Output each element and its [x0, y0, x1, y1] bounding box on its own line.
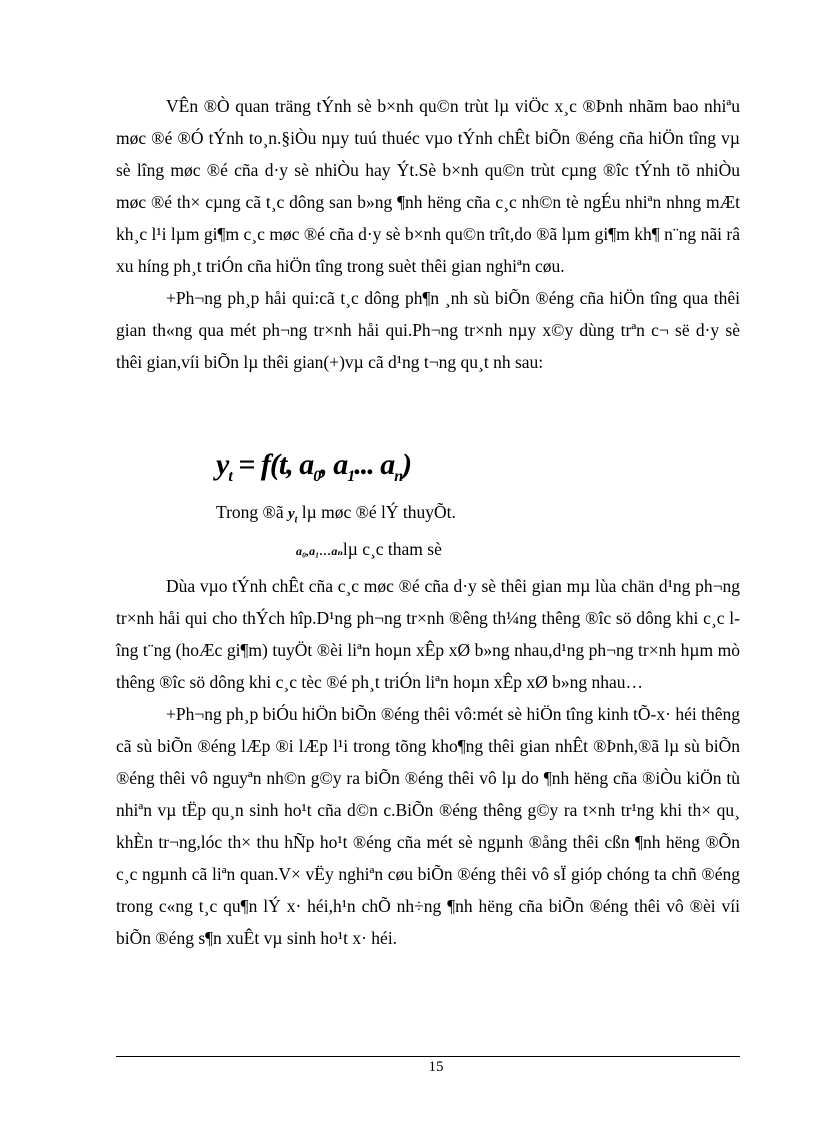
formula-explanation-yt: [216, 500, 456, 533]
params-suffix: lµ c¸c tham sè: [342, 539, 442, 559]
trong-symbol-sub: t: [294, 514, 298, 526]
paragraph-regression-method: +Ph¬ng ph¸p håi qui:cã t¸c dông ph¶n ¸nh sù biÕn ®éng cña hiÖn tîng qua thêi gian th«ng qua mét ph¬ng tr×nh håi qui.Ph¬ng tr×nh nµy x©y dùng trªn c¬ së d·y sè thêi gian,víi biÕn lµ thêi gian(+)vµ cã d¹ng t¬ng qu¸t nh sau:: [116, 288, 740, 372]
formula-explanation-params: [296, 537, 442, 563]
regression-formula: [216, 448, 411, 486]
formula-mid2: ... a: [354, 448, 395, 481]
paragraph-seasonal-variation: +Ph¬ng ph¸p biÓu hiÖn biÕn ®éng thêi vô:mét sè hiÖn tîng kinh tÕ-x· héi thêng cã sù biÕn ®éng lÆp ®i lÆp l¹i trong tõng kho¶ng thêi gian nhÊt ®Þnh,®ã lµ sù biÕn ®éng thêi vô nguyªn nh©n g©y ra biÕn ®éng thêi vô lµ do ¶nh hëng cña ®iÒu kiÖn tù nhiªn vµ tËp qu¸n sinh ho¹t cña d©n c.BiÕn ®éng thêng g©y ra t×nh tr¹ng khi th× qu¸ khÈn tr¬ng,lóc th× thu hÑp ho¹t ®éng cña mét sè ngµnh ®ång thêi cßn ¶nh hëng ®Õn c¸c ngµnh cã liªn quan.V× vËy nghiªn cøu biÕn ®éng thêi vô sÏ gióp chóng ta chñ ®éng trong c«ng t¸c qu¶n lÝ x· héi,h¹n chÕ nh÷ng ¶nh hëng cña biÕn ®éng thêi vô ®èi víi biÕn ®éng s¶n xuÊt vµ sinh ho¹t x· héi.: [116, 704, 740, 948]
trong-suffix: lµ møc ®é lÝ thuyÕt.: [297, 502, 456, 522]
trong-prefix: Trong ®ã: [216, 502, 288, 522]
formula-subn: n: [394, 468, 403, 485]
paragraph-equation-choice: Dùa vµo tÝnh chÊt cña c¸c møc ®é cña d·y sè thêi gian mµ lùa chän d¹ng ph¬ng tr×nh håi qui cho thÝch hîp.D¹ng ph¬ng tr×nh ®êng th¼ng thêng ®îc sö dông khi c¸c lîng t¨ng (hoÆc gi¶m) tuyÖt ®èi liªn hoµn xÊp xØ b»ng nhau,d¹ng ph¬ng tr×nh hµm mò thêng ®îc sö dông khi c¸c tèc ®é ph¸t triÓn liªn hoµn xÊp xØ b»ng nhau…: [116, 576, 740, 692]
formula-lhs: y: [216, 448, 229, 481]
formula-rhs-prefix: = f(t, a: [231, 448, 314, 481]
formula-mid1: , a: [320, 448, 348, 481]
params-symbol: a₀,a₁…aₙ: [296, 544, 343, 558]
formula-lhs-sub: t: [228, 468, 232, 485]
formula-sub1: 1: [347, 468, 355, 485]
body-text-bottom: [116, 570, 740, 954]
formula-sub0: 0: [313, 468, 321, 485]
formula-close: ): [402, 448, 412, 481]
body-text-top: [116, 90, 740, 378]
trong-symbol: y: [287, 506, 295, 522]
paragraph-moving-average: VÊn ®Ò quan träng tÝnh sè b×nh qu©n trùt lµ viÖc x¸c ®Þnh nhãm bao nhiªu møc ®é ®Ó tÝnh to¸n.§iÒu nµy tuú thuéc vµo tÝnh chÊt biÕn ®éng cña hiÖn tîng vµ sè lîng møc ®é cña d·y sè nhiÒu hay Ýt.Sè b×nh qu©n trùt cµng ®îc tÝnh tõ nhiÒu møc ®é th× cµng cã t¸c dông san b»ng ¶nh hëng cña c¸c nh©n tè ngÉu nhiªn nhng mÆt kh¸c l¹i lµm gi¶m c¸c møc ®é cña d·y sè b×nh qu©n trît,do ®ã lµm gi¶m kh¶ n¨ng nãi râ xu híng ph¸t triÓn cña hiÖn tîng trong suèt thêi gian nghiªn cøu.: [116, 96, 740, 276]
page-number: 15: [428, 1059, 444, 1075]
footer-divider: [116, 1056, 740, 1057]
